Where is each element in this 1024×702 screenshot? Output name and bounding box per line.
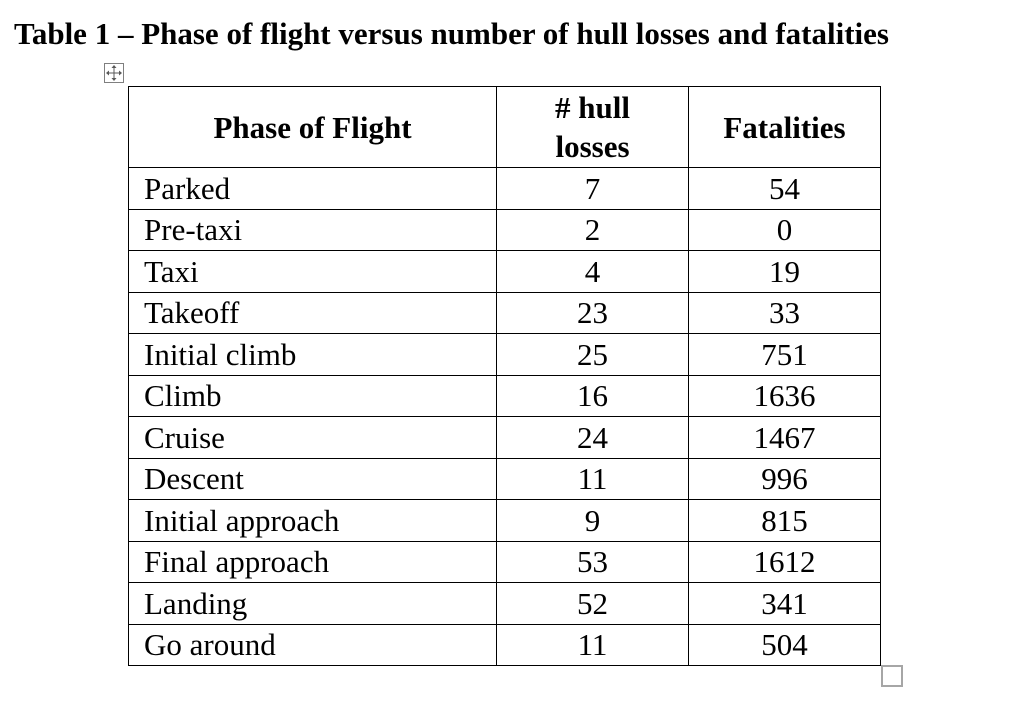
- cell-hull-losses: 53: [497, 541, 689, 583]
- cell-fatalities: 341: [689, 583, 881, 625]
- cell-fatalities: 996: [689, 458, 881, 500]
- table-row: [129, 168, 881, 210]
- flight-phase-table: [128, 86, 881, 666]
- table-row: [129, 500, 881, 542]
- cell-fatalities: 54: [689, 168, 881, 210]
- cell-hull-losses: 52: [497, 583, 689, 625]
- table-row: [129, 292, 881, 334]
- table-row: [129, 375, 881, 417]
- table-header-row: [129, 87, 881, 168]
- header-hull-losses-line1: # hull: [555, 90, 630, 125]
- cell-phase: Descent: [129, 458, 497, 500]
- cell-fatalities: 751: [689, 334, 881, 376]
- table-resize-handle[interactable]: [881, 665, 903, 687]
- cell-fatalities: 0: [689, 209, 881, 251]
- table-row: [129, 417, 881, 459]
- header-phase: Phase of Flight: [129, 87, 497, 168]
- move-arrows-icon: [105, 64, 123, 82]
- cell-phase: Landing: [129, 583, 497, 625]
- cell-hull-losses: 11: [497, 624, 689, 666]
- cell-hull-losses: 16: [497, 375, 689, 417]
- cell-phase: Climb: [129, 375, 497, 417]
- header-fatalities: Fatalities: [689, 87, 881, 168]
- table-move-handle[interactable]: [104, 63, 124, 83]
- table-row: [129, 458, 881, 500]
- cell-fatalities: 1612: [689, 541, 881, 583]
- cell-phase: Initial climb: [129, 334, 497, 376]
- cell-phase: Taxi: [129, 251, 497, 293]
- cell-phase: Takeoff: [129, 292, 497, 334]
- cell-hull-losses: 9: [497, 500, 689, 542]
- cell-phase: Go around: [129, 624, 497, 666]
- header-hull-losses-line2: losses: [555, 129, 630, 164]
- table-row: [129, 583, 881, 625]
- cell-hull-losses: 11: [497, 458, 689, 500]
- cell-fatalities: 1636: [689, 375, 881, 417]
- header-hull-losses: [497, 87, 689, 168]
- cell-phase: Pre-taxi: [129, 209, 497, 251]
- table-row: [129, 541, 881, 583]
- table-row: [129, 334, 881, 376]
- cell-fatalities: 33: [689, 292, 881, 334]
- cell-phase: Cruise: [129, 417, 497, 459]
- cell-fatalities: 504: [689, 624, 881, 666]
- table-caption: Table 1 – Phase of flight versus number of hull losses and fatalities: [14, 16, 889, 51]
- table-row: [129, 209, 881, 251]
- table-row: [129, 624, 881, 666]
- cell-hull-losses: 23: [497, 292, 689, 334]
- cell-fatalities: 815: [689, 500, 881, 542]
- table-row: [129, 251, 881, 293]
- cell-hull-losses: 4: [497, 251, 689, 293]
- cell-hull-losses: 7: [497, 168, 689, 210]
- cell-hull-losses: 24: [497, 417, 689, 459]
- cell-hull-losses: 2: [497, 209, 689, 251]
- cell-phase: Parked: [129, 168, 497, 210]
- cell-phase: Final approach: [129, 541, 497, 583]
- cell-fatalities: 1467: [689, 417, 881, 459]
- cell-phase: Initial approach: [129, 500, 497, 542]
- cell-fatalities: 19: [689, 251, 881, 293]
- cell-hull-losses: 25: [497, 334, 689, 376]
